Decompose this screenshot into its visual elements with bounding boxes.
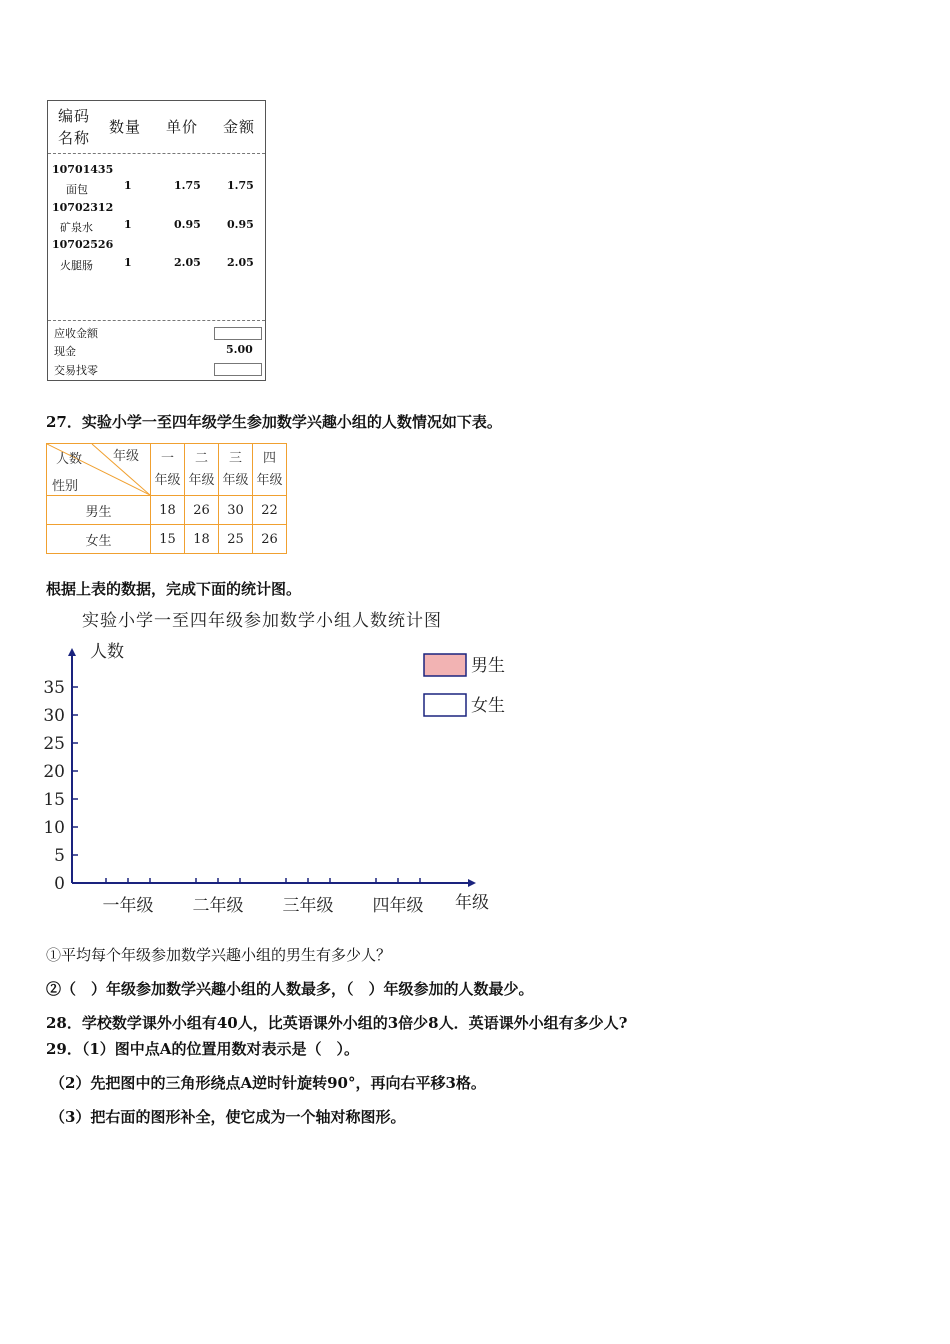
change-box bbox=[214, 363, 262, 376]
table-cell: 22 bbox=[253, 496, 287, 525]
item-code: 10701435 bbox=[52, 163, 114, 176]
chart-title: 实验小学一至四年级参加数学小组人数统计图 bbox=[82, 611, 442, 631]
due-label: 应收金额 bbox=[54, 327, 98, 340]
table-row bbox=[47, 525, 287, 554]
q27-sub2: ②（ ）年级参加数学兴趣小组的人数最多，（ ）年级参加的人数最少。 bbox=[46, 980, 534, 998]
q29-part2: （2）先把图中的三角形绕点A逆时针旋转90°，再向右平移3格。 bbox=[50, 1074, 486, 1092]
q27-text: 27．实验小学一至四年级学生参加数学兴趣小组的人数情况如下表。 bbox=[46, 413, 502, 431]
header-name: 名称 bbox=[58, 129, 91, 147]
receipt-header bbox=[48, 101, 265, 154]
q27-sub1: ①平均每个年级参加数学兴趣小组的男生有多少人？ bbox=[46, 946, 392, 964]
y-tick-label: 35 bbox=[43, 678, 65, 698]
y-tick-label: 0 bbox=[54, 874, 65, 894]
item-amount: 2.05 bbox=[227, 256, 254, 269]
x-axis-label: 年级 bbox=[455, 893, 489, 913]
change-label: 交易找零 bbox=[54, 364, 98, 377]
item-code: 10702312 bbox=[52, 201, 114, 214]
x-tick-label: 四年级 bbox=[372, 896, 424, 916]
y-axis-label: 人数 bbox=[90, 642, 124, 662]
item-amount: 1.75 bbox=[227, 179, 254, 192]
cash-label: 现金 bbox=[54, 345, 76, 358]
table-corner bbox=[47, 444, 151, 496]
row-label: 男生 bbox=[47, 496, 151, 525]
item-price: 2.05 bbox=[174, 256, 201, 269]
table-row bbox=[47, 496, 287, 525]
header-amount: 金额 bbox=[223, 118, 256, 136]
q27-instruction: 根据上表的数据，完成下面的统计图。 bbox=[46, 580, 302, 598]
item-price: 0.95 bbox=[174, 218, 201, 231]
y-axis-arrow-icon bbox=[68, 648, 76, 656]
receipt-footer bbox=[48, 320, 265, 377]
receipt bbox=[47, 100, 266, 381]
table-cell: 15 bbox=[151, 525, 185, 554]
item-code: 10702526 bbox=[52, 238, 114, 251]
item-price: 1.75 bbox=[174, 179, 201, 192]
row-label: 女生 bbox=[47, 525, 151, 554]
item-qty: 1 bbox=[124, 218, 132, 231]
q28-text: 28．学校数学课外小组有40人，比英语课外小组的3倍少8人．英语课外小组有多少人? bbox=[46, 1014, 628, 1032]
x-axis-arrow-icon bbox=[468, 879, 476, 887]
grade-table bbox=[46, 443, 287, 554]
header-code: 编码 bbox=[58, 107, 91, 125]
corner-grade: 年级 bbox=[113, 449, 140, 464]
y-tick-label: 15 bbox=[43, 790, 65, 810]
q29-text: 29．（1）图中点A的位置用数对表示是（ ）。 bbox=[46, 1040, 359, 1058]
item-amount: 0.95 bbox=[227, 218, 254, 231]
table-cell: 26 bbox=[185, 496, 219, 525]
table-cell: 30 bbox=[219, 496, 253, 525]
legend-label: 男生 bbox=[471, 656, 505, 676]
corner-gender: 性别 bbox=[52, 479, 79, 494]
y-tick-label: 5 bbox=[54, 846, 65, 866]
x-tick-label: 一年级 bbox=[102, 896, 154, 916]
table-cell: 18 bbox=[151, 496, 185, 525]
header-qty: 数量 bbox=[109, 118, 142, 136]
y-tick-label: 30 bbox=[43, 706, 65, 726]
y-tick-label: 25 bbox=[43, 734, 65, 754]
table-cell: 25 bbox=[219, 525, 253, 554]
table-cell: 18 bbox=[185, 525, 219, 554]
grade-header: 三 年级 bbox=[219, 444, 253, 496]
item-name: 矿泉水 bbox=[60, 221, 93, 234]
q29-part3: （3）把右面的图形补全，使它成为一个轴对称图形。 bbox=[50, 1108, 406, 1126]
x-tick-label: 三年级 bbox=[282, 896, 334, 916]
item-qty: 1 bbox=[124, 256, 132, 269]
item-name: 面包 bbox=[66, 183, 88, 196]
grade-header: 二 年级 bbox=[185, 444, 219, 496]
corner-count: 人数 bbox=[56, 452, 83, 467]
item-qty: 1 bbox=[124, 179, 132, 192]
grade-header: 四 年级 bbox=[253, 444, 287, 496]
legend-label: 女生 bbox=[471, 696, 505, 716]
legend-swatch bbox=[424, 654, 466, 676]
table-cell: 26 bbox=[253, 525, 287, 554]
header-price: 单价 bbox=[166, 118, 199, 136]
due-box bbox=[214, 327, 262, 340]
bar-chart bbox=[30, 636, 510, 921]
y-tick-label: 20 bbox=[43, 762, 65, 782]
x-tick-label: 二年级 bbox=[192, 896, 244, 916]
item-name: 火腿肠 bbox=[60, 259, 93, 272]
cash-value: 5.00 bbox=[226, 343, 253, 356]
y-tick-label: 10 bbox=[43, 818, 65, 838]
grade-header: 一 年级 bbox=[151, 444, 185, 496]
legend-swatch bbox=[424, 694, 466, 716]
